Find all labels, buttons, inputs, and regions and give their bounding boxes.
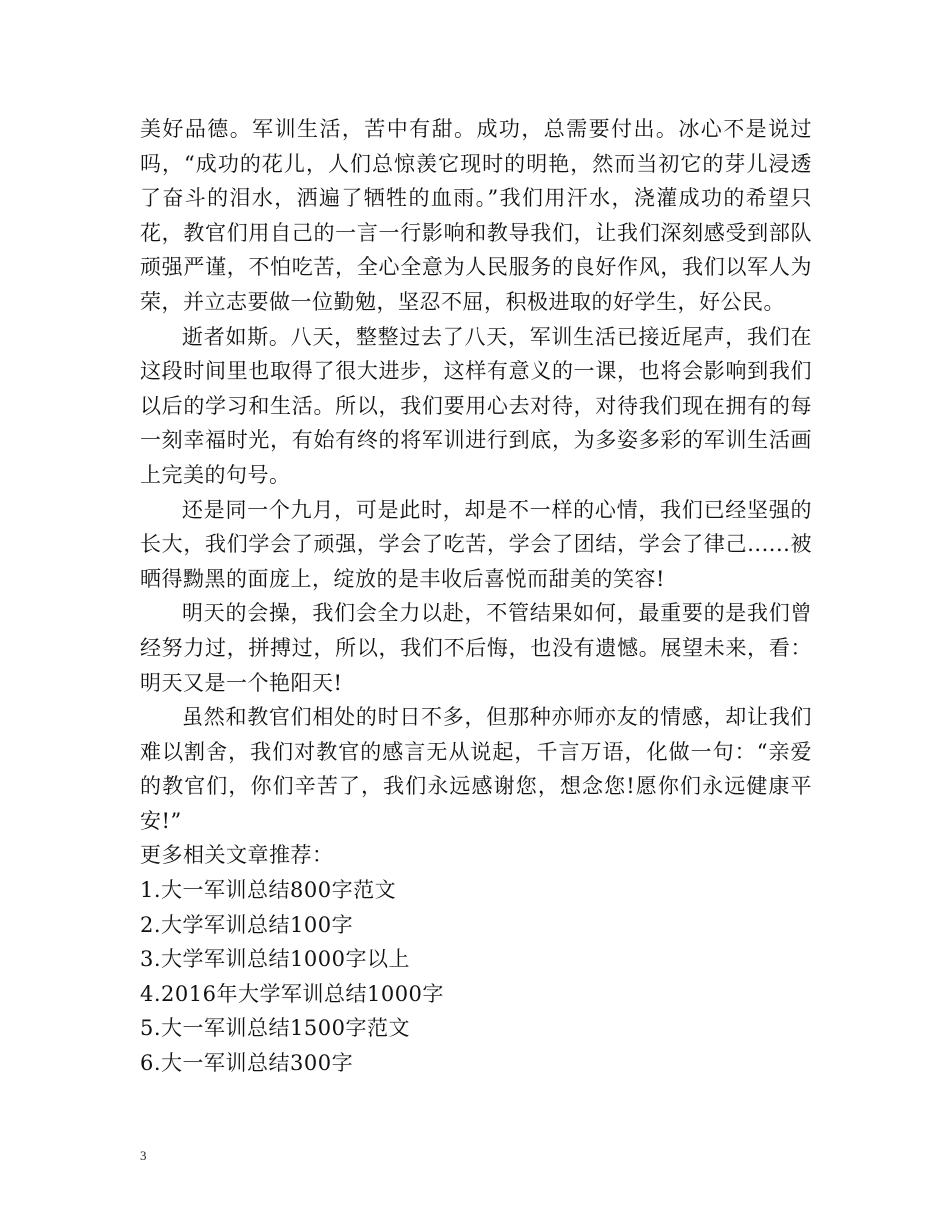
related-article-link[interactable]: 5.大一军训总结1500字范文 (140, 1016, 410, 1041)
related-article-link[interactable]: 1.大一军训总结800字范文 (140, 878, 397, 903)
paragraph: 逝者如斯。八天，整整过去了八天，军训生活已接近尾声，我们在这段时间里也取得了很大进步，这样有意义的一课，也将会影响到我们以后的学习和生活。所以，我们要用心去对待，对待我们现在拥有的每一刻幸福时光，有始有终的将军训进行到底，为多姿多彩的军训生活画上完美的句号。 (140, 324, 812, 487)
related-article-link[interactable]: 4.2016年大学军训总结1000字 (140, 981, 444, 1006)
related-article-link[interactable]: 6.大一军训总结300字 (140, 1051, 354, 1076)
paragraph: 明天的会操，我们会全力以赴，不管结果如何，最重要的是我们曾经努力过，拼搏过，所以，我们不后悔，也没有遗憾。展望未来，看：明天又是一个艳阳天! (140, 601, 812, 695)
related-article-link[interactable]: 3.大学军训总结1000字以上 (140, 947, 410, 972)
related-articles-list (140, 873, 812, 1081)
paragraph-continued: 美好品德。军训生活，苦中有甜。成功，总需要付出。冰心不是说过吗，“成功的花儿，人们总惊羡它现时的明艳，然而当初它的芽儿浸透了奋斗的泪水，洒遍了牺牲的血雨。”我们用汗水，浇灌成功的希望只花，教官们用自己的一言一行影响和教导我们，让我们深刻感受到部队顽强严谨，不怕吃苦，全心全意为人民服务的良好作风，我们以军人为荣，并立志要做一位勤勉，坚忍不屈，积极进取的好学生，好公民。 (140, 117, 812, 314)
related-articles-heading: 更多相关文章推荐： (140, 843, 334, 868)
paragraph: 还是同一个九月，可是此时，却是不一样的心情，我们已经坚强的长大，我们学会了顽强，学会了吃苦，学会了团结，学会了律己......被晒得黝黑的面庞上，绽放的是丰收后喜悦而甜美的笑容! (140, 497, 812, 591)
related-article-link[interactable]: 2.大学军训总结100字 (140, 912, 354, 937)
page-number: 3 (140, 1148, 147, 1163)
document-body (140, 112, 812, 1081)
paragraph: 虽然和教官们相处的时日不多，但那种亦师亦友的情感，却让我们难以割舍，我们对教官的感言无从说起，千言万语，化做一句：“亲爱的教官们，你们辛苦了，我们永远感谢您，想念您!愿你们永远健康平安!” (140, 705, 812, 833)
